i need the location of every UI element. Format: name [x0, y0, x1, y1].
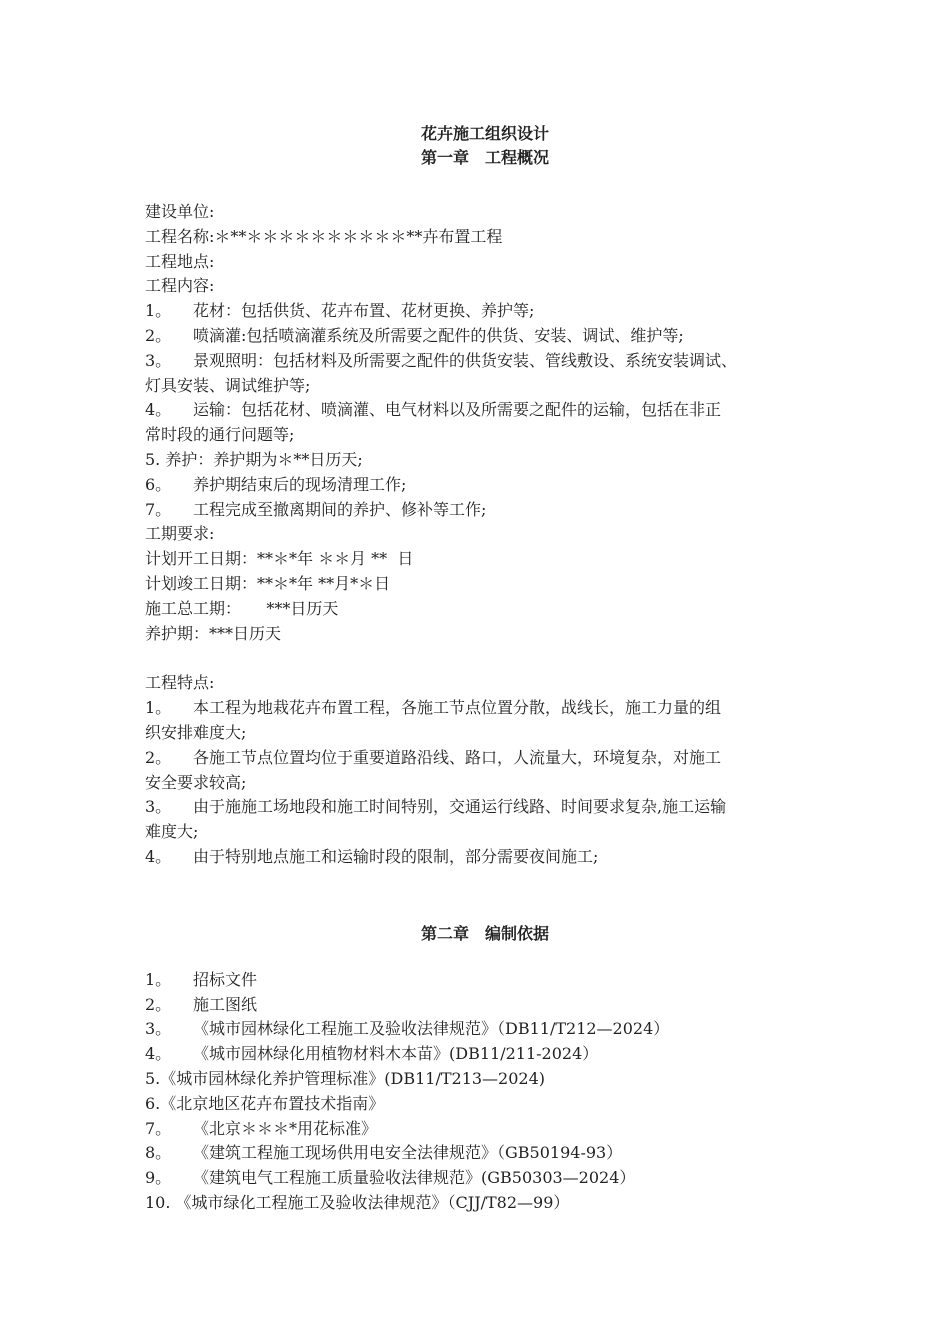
schedule-line: 养护期：***日历天 [145, 623, 282, 643]
list-item [145, 448, 825, 473]
item-number: 1。 [145, 301, 172, 321]
list-item [145, 1042, 825, 1067]
item-text: 《北京＊＊＊*用花标准》 [193, 1118, 378, 1138]
item-text: 养护期结束后的现场清理工作; [193, 474, 407, 494]
item-text: 养护：养护期为＊**日历天; [165, 449, 363, 469]
item-text: 景观照明：包括材料及所需要之配件的供货安装、管线敷设、系统安装调试、 [193, 350, 738, 370]
item-text: 由于特别地点施工和运输时段的限制，部分需要夜间施工; [193, 846, 599, 866]
list-item-continuation: 灯具安装、调试维护等; [145, 375, 311, 395]
item-number: 5. [145, 449, 161, 469]
schedule-section [145, 522, 825, 646]
item-number: 2。 [145, 325, 172, 345]
info-line: 建设单位: [145, 202, 215, 221]
list-item [145, 1067, 825, 1092]
item-number: 10. [145, 1192, 171, 1212]
schedule-line: 计划竣工日期：**＊*年 **月*＊日 [145, 573, 391, 593]
item-text: 《城市园林绿化养护管理标准》(DB11/T213—2024) [160, 1068, 546, 1088]
list-item [145, 1141, 825, 1166]
info-line: 工程内容: [145, 276, 215, 296]
project-info [145, 200, 825, 299]
item-text: 喷滴灌:包括喷滴灌系统及所需要之配件的供货、安装、调试、维护等; [193, 325, 684, 345]
item-text: 《建筑电气工程施工质量验收法律规范》(GB50303—2024） [193, 1168, 636, 1188]
list-item [145, 1191, 825, 1216]
item-text: 《城市园林绿化工程施工及验收法律规范》（DB11/T212—2024） [193, 1019, 670, 1039]
list-item [145, 1166, 825, 1191]
document-page [145, 122, 825, 1216]
info-line: 工程名称:＊**＊＊＊＊＊＊＊＊＊＊**卉布置工程 [145, 226, 503, 246]
item-text: 施工图纸 [193, 994, 258, 1014]
item-number: 3。 [145, 1019, 172, 1039]
references-list [145, 968, 825, 1216]
list-item [145, 324, 825, 349]
info-line: 工程地点: [145, 251, 215, 271]
schedule-line: 计划开工日期：**＊*年 ＊＊月 ** 日 [145, 549, 414, 569]
item-number: 6。 [145, 474, 172, 494]
item-number: 4。 [145, 1044, 172, 1064]
item-text: 各施工节点位置均位于重要道路沿线、路口，人流量大，环境复杂，对施工 [193, 747, 722, 767]
item-number: 4。 [145, 400, 172, 420]
item-number: 8。 [145, 1143, 172, 1163]
list-item [145, 845, 825, 870]
item-number: 7。 [145, 1118, 172, 1138]
item-number: 6. [145, 1093, 161, 1113]
item-number: 2。 [145, 747, 172, 767]
spacer [145, 870, 825, 916]
document-title: 花卉施工组织设计 [420, 124, 549, 143]
list-item-continuation: 难度大; [145, 822, 199, 842]
list-item [145, 299, 825, 324]
chapter-1-heading: 第一章 工程概况 [420, 148, 549, 167]
item-text: 由于施施工场地段和施工时间特别，交通运行线路、时间要求复杂,施工运输 [193, 797, 727, 817]
features-section [145, 671, 825, 869]
item-number: 2。 [145, 994, 172, 1014]
item-text: 运输：包括花材、喷滴灌、电气材料以及所需要之配件的运输，包括在非正 [193, 400, 722, 420]
item-text: 本工程为地栽花卉布置工程，各施工节点位置分散，战线长，施工力量的组 [193, 698, 722, 718]
list-item [145, 473, 825, 498]
list-item-continuation: 织安排难度大; [145, 722, 247, 742]
item-number: 3。 [145, 797, 172, 817]
schedule-line: 施工总工期： ***日历天 [145, 598, 339, 618]
item-text: 《北京地区花卉布置技术指南》 [160, 1093, 385, 1113]
list-item [145, 696, 825, 721]
list-item [145, 498, 825, 523]
item-number: 5. [145, 1068, 161, 1088]
list-item [145, 1017, 825, 1042]
features-label: 工程特点: [145, 673, 215, 693]
list-item [145, 349, 825, 374]
spacer [145, 170, 825, 200]
content-list [145, 299, 825, 522]
list-item [145, 795, 825, 820]
spacer [145, 646, 825, 671]
list-item [145, 1092, 825, 1117]
chapter-2-heading: 第二章 编制依据 [420, 923, 549, 943]
item-text: 《城市绿化工程施工及验收法律规范》（CJJ/T82—99） [175, 1192, 570, 1212]
item-text: 工程完成至撤离期间的养护、修补等工作; [193, 499, 487, 519]
item-number: 1。 [145, 698, 172, 718]
item-number: 3。 [145, 350, 172, 370]
list-item [145, 1117, 825, 1142]
item-number: 9。 [145, 1168, 172, 1188]
list-item-continuation: 常时段的通行问题等; [145, 425, 295, 445]
item-text: 《建筑工程施工现场供用电安全法律规范》（GB50194-93） [193, 1143, 623, 1163]
item-text: 《城市园林绿化用植物材料木本苗》(DB11/211-2024） [193, 1044, 599, 1064]
list-item-continuation: 安全要求较高; [145, 772, 247, 792]
schedule-label: 工期要求: [145, 524, 215, 544]
list-item [145, 968, 825, 993]
list-item [145, 746, 825, 771]
item-number: 7。 [145, 499, 172, 519]
list-item [145, 993, 825, 1018]
list-item [145, 398, 825, 423]
item-number: 1。 [145, 969, 172, 989]
item-number: 4。 [145, 846, 172, 866]
item-text: 花材：包括供货、花卉布置、花材更换、养护等; [193, 301, 535, 321]
item-text: 招标文件 [193, 969, 258, 989]
